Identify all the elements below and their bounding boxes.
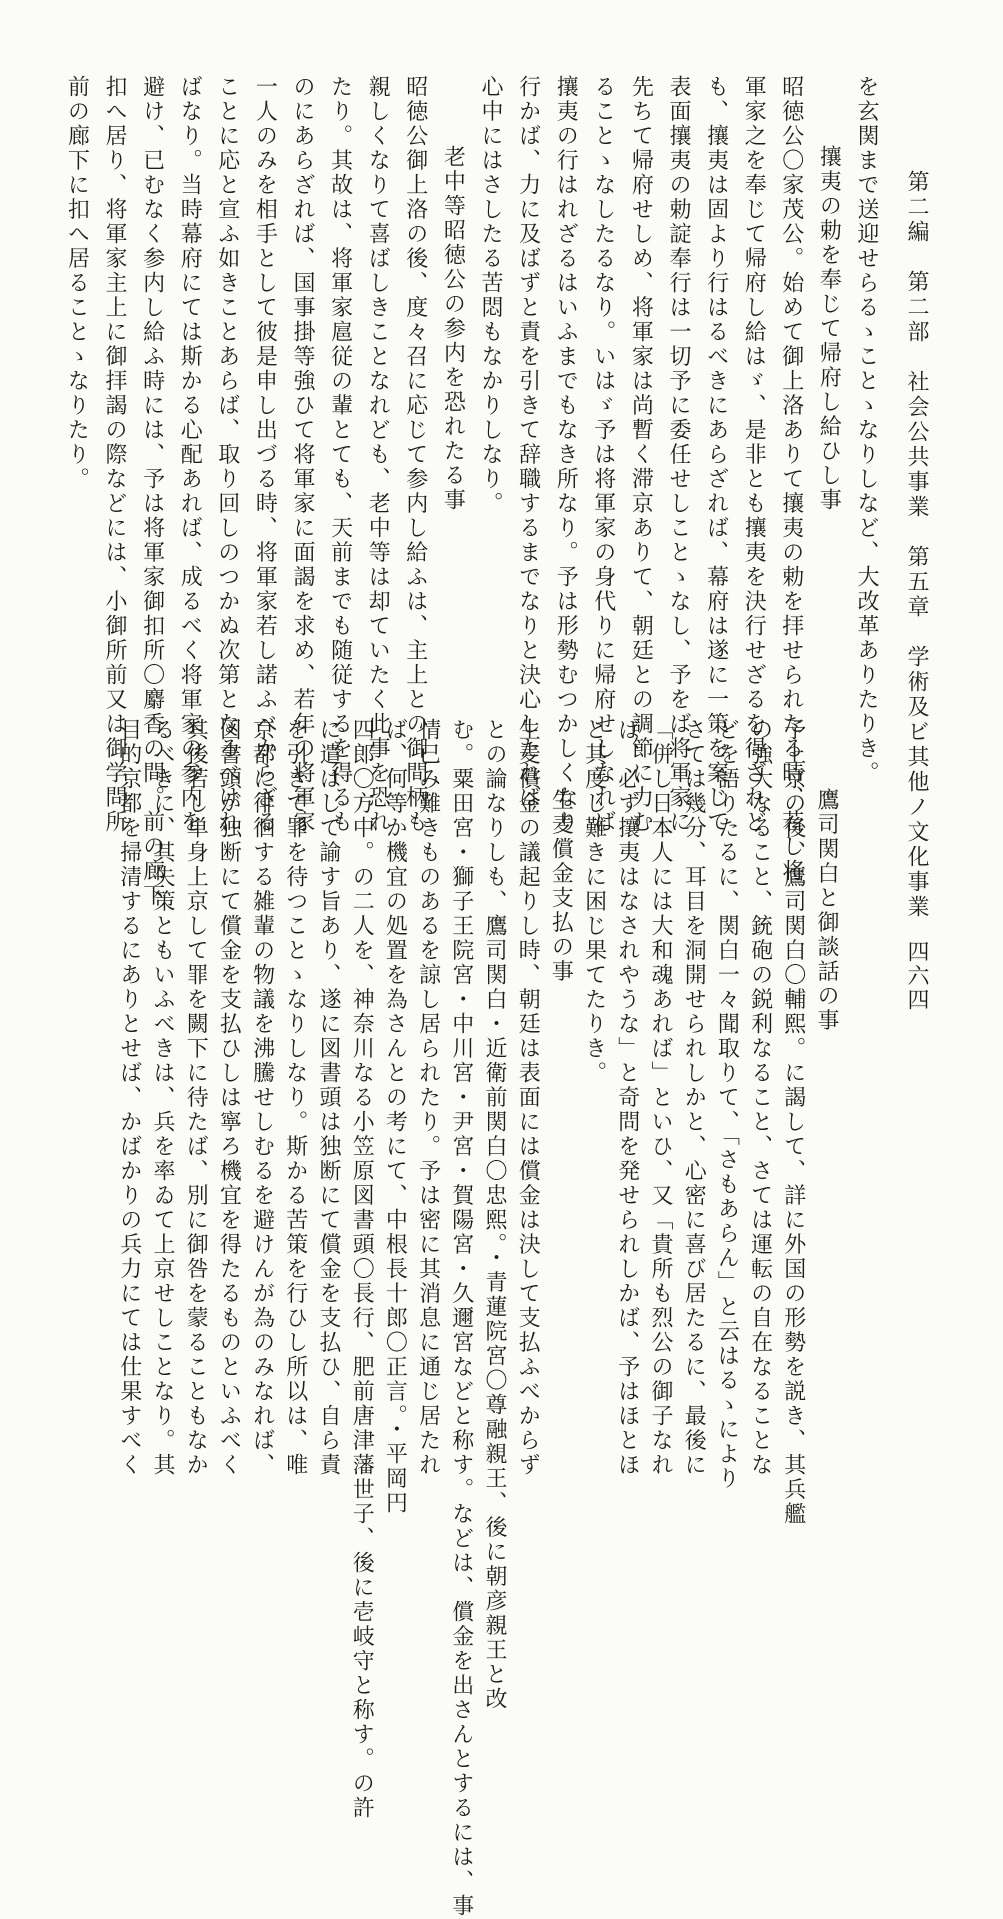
text-line: ることゝなしたるなり。いはゞ予は将軍家の身代りに帰府せしなれば <box>590 75 616 835</box>
text-line: も、攘夷は固より行はるべきにあらざれば、幕府は遂に一策を案じて <box>703 75 729 835</box>
text-line: 昭徳公〇家茂公。始めて御上洛ありて攘夷の勅を拝せられたる時、若し将 <box>778 75 804 884</box>
text-line: さては幾分、耳目を洞開せられしかと、心密に喜び居たるに、最後に <box>681 718 707 1478</box>
text-line: 目的京都を掃清するにありとせば、かばかりの兵力にては仕果すべく <box>116 718 142 1478</box>
text-line: を玄関まで送迎せらるゝことゝなりしなど、大改革ありたりき。 <box>854 75 879 786</box>
text-line: む。粟田宮・獅子王院宮・中川宮・尹宮・賀陽宮・久邇宮などと称す。などは、償金を出さんとするには、事 <box>448 718 474 1919</box>
text-line: 京都に徘徊する雑輩の物議を沸騰せしむるを避けんが為のみなれば、 <box>249 718 275 1478</box>
text-line: ばなり。当時幕府にては斯かる心配あれば、成るべく将軍家の参内を <box>177 75 203 835</box>
text-line: 情已み難きものあるを諒し居られたり。予は密に其消息に通じ居たれ <box>415 718 441 1478</box>
text-line: 避け、已むなく参内し給ふ時には、予は将軍家御扣所〇麝香の間。前の廊下 <box>139 75 165 908</box>
text-line: 図書頭が独断にて償金を支払ひしは寧ろ機宜を得たるものといふべく <box>216 718 242 1478</box>
section-heading: 攘夷の勅を奉じて帰府し給ひし事 <box>816 145 842 513</box>
text-line: ば、必ず攘夷はなされやうな」と奇問を発せられしかば、予はほとほ <box>614 718 640 1478</box>
text-line: 攘夷の行はれざるはいふまでもなき所なり。予は形勢むつかしくなり <box>553 75 579 835</box>
text-line: 生麦償金の議起りし時、朝廷は表面には償金は決して支払ふべからず <box>515 718 541 1478</box>
text-line: 扣へ居り、将軍家主上に御拝謁の際などには、小御所前又は御学問所 <box>102 75 127 835</box>
text-line: 軍家之を奉じて帰府し給はゞ、是非とも攘夷を決行せざるを得ざれど <box>741 75 767 835</box>
text-line: との論なりしも、鷹司関白・近衛前関白〇忠熙。・青蓮院宮〇尊融親王、後に朝彦親王と改 <box>482 718 507 1712</box>
text-line: どを語りたるに、関白一々聞取りて、「さもあらん」と云はるゝにより <box>714 718 740 1491</box>
text-line: 其後若し単身上京して罪を闕下に待たば、別に御咎を蒙ることもなか <box>183 718 209 1478</box>
text-line: 前の廊下に扣へ居ることゝなりたり。 <box>64 75 90 492</box>
text-line: 心中にはさしたる苦悶もなかりしなり。 <box>478 75 503 516</box>
text-line: 表面攘夷の勅諚奉行は一切予に委任せしことゝなし、予をば将軍家に <box>666 75 691 835</box>
text-line: 先ちて帰府せしめ、将軍家は尚暫く滞京ありて、朝廷との調節に力む <box>628 75 654 835</box>
text-line: たり。其故は、将軍家扈従の輩とても、天前までも随従するを得るも <box>327 75 353 835</box>
text-line: の強大なること、銃砲の鋭利なること、さては運転の自在なることな <box>747 718 773 1478</box>
section-heading: 生麦償金支払の事 <box>548 788 574 984</box>
running-header: 第二編 第二部 社会公共事業 第五章 学術及ビ其他ノ文化事業 <box>904 170 929 920</box>
text-line: るべきに、其失策ともいふべきは、兵を率ゐて上京せしことなり。其 <box>150 718 175 1478</box>
text-line: ことに応と宣ふ如きことあらば、取り回しのつかぬ次第となるべけれ <box>214 75 240 835</box>
text-line: 親しくなりて喜ばしきことなれども、老中等は却ていたく此事を恐れ <box>365 75 391 835</box>
text-line: に遣はして諭す旨あり、遂に図書頭は独断にて償金を支払ひ、自ら責 <box>316 718 341 1478</box>
text-line: 四郎〇方中。の二人を、神奈川なる小笠原図書頭〇長行、肥前唐津藩世子、後に壱岐守と称す。の許 <box>349 718 375 1821</box>
text-line: 一人のみを相手として彼是申し出づる時、将軍家若し諾ふべからざる <box>252 75 278 835</box>
text-line: 行かば、力に及ばずと責を引きて辞職するまでなりと決心したれば <box>515 75 541 810</box>
page-number: 四六四 <box>904 940 929 1012</box>
text-line: 「併し日本人には大和魂あれば」といひ、又「貴所も烈公の御子なれ <box>648 718 673 1478</box>
text-line: 予上京の後、鷹司関白〇輔熙。に謁して、詳に外国の形勢を説き、其兵艦 <box>780 718 806 1527</box>
text-line: のにあらざれば、国事掛等強ひて将軍家に面謁を求め、若年の将軍家 <box>290 75 315 835</box>
text-line: を引きて罪を待つことゝなりしなり。斯かる苦策を行ひし所以は、唯 <box>282 718 308 1478</box>
text-line: と其度し難きに困じ果てたりき。 <box>581 718 607 1086</box>
text-line: ば、何等か機宜の処置を為さんとの考にて、中根長十郎〇正言。・平岡円 <box>382 718 408 1516</box>
text-line: 昭徳公御上洛の後、度々召に応じて参内し給ふは、主上との御間柄も <box>402 75 428 835</box>
section-heading: 老中等昭徳公の参内を恐れたる事 <box>440 145 466 513</box>
section-heading: 鷹司関白と御談話の事 <box>814 788 839 1033</box>
